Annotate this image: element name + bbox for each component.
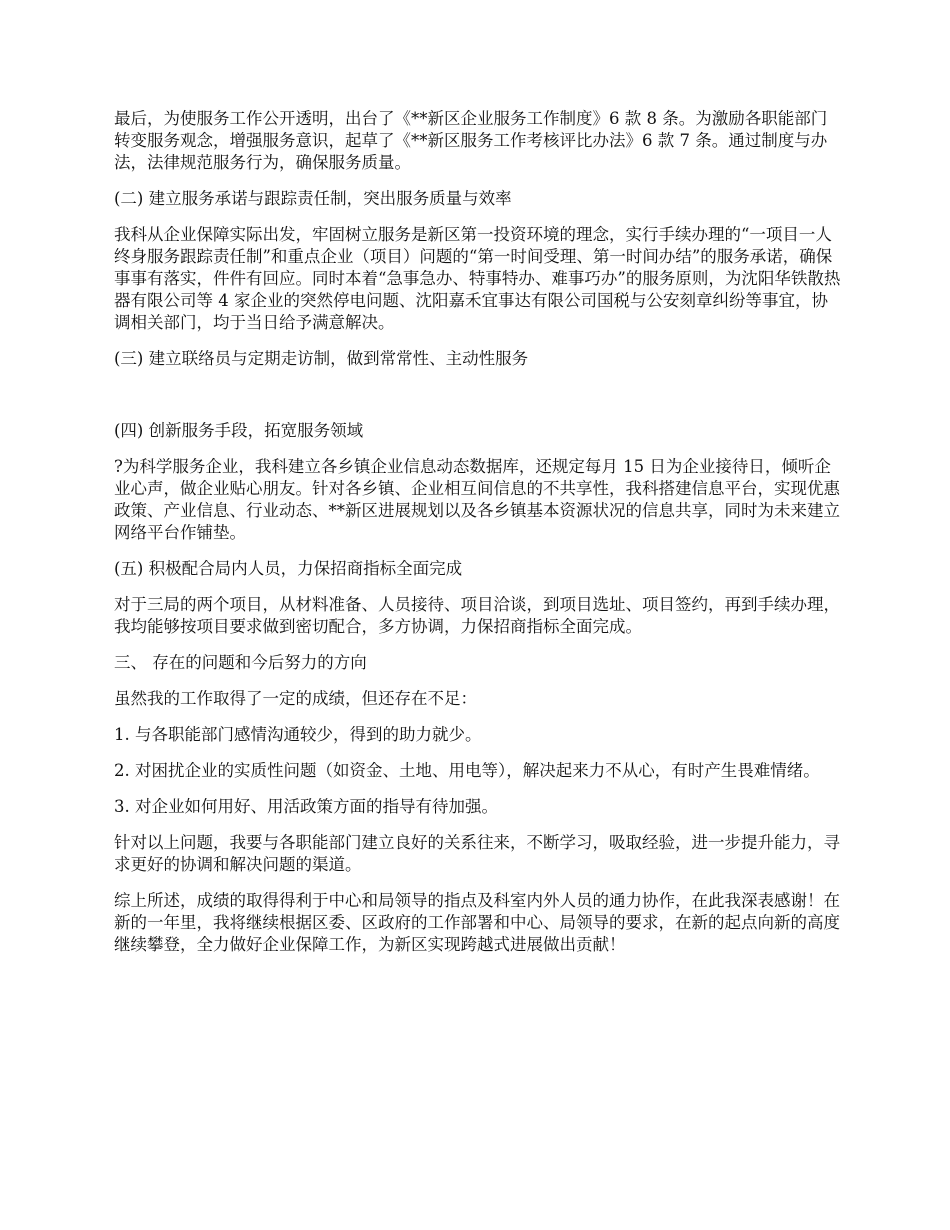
document-page bbox=[114, 108, 842, 970]
paragraph-regulations: 最后，为使服务工作公开透明，出台了《**新区企业服务工作制度》6 款 8 条。为激励各职能部门转变服务观念，增强服务意识，起草了《**新区服务工作考核评比办法》6 款 7 条。通过制度与办法，法律规范服务行为，确保服务质量。 bbox=[114, 109, 828, 172]
list-item-3: 3. 对企业如何用好、用活政策方面的指导有待加强。 bbox=[114, 797, 498, 816]
paragraph-shortcomings-intro: 虽然我的工作取得了一定的成绩，但还存在不足： bbox=[114, 689, 477, 708]
section-heading-3: (三) 建立联络员与定期走访制，做到常常性、主动性服务 bbox=[114, 349, 529, 368]
paragraph-conclusion: 综上所述，成绩的取得得利于中心和局领导的指点及科室内外人员的通力协作，在此我深表感谢！在新的一年里，我将继续根据区委、区政府的工作部署和中心、局领导的要求，在新的起点向新的高度继续攀登，全力做好企业保障工作，为新区实现跨越式进展做出贡献！ bbox=[114, 891, 840, 954]
section-heading-problems: 三、 存在的问题和今后努力的方向 bbox=[114, 653, 367, 672]
paragraph-improvement: 针对以上问题，我要与各职能部门建立良好的关系往来，不断学习，吸取经验，进一步提升能力，寻求更好的协调和解决问题的渠道。 bbox=[114, 833, 840, 874]
paragraph-info-platform: ?为科学服务企业，我科建立各乡镇企业信息动态数据库，还规定每月 15 日为企业接待日，倾听企业心声，做企业贴心朋友。针对各乡镇、企业相互间信息的不共享性，我科搭建信息平台，实现优惠政策、产业信息、行业动态、**新区进展规划以及各乡镇基本资源状况的信息共享，同时为未来建立网络平台作铺垫。 bbox=[114, 457, 840, 542]
list-item-2: 2. 对困扰企业的实质性问题（如资金、土地、用电等），解决起来力不从心，有时产生畏难情绪。 bbox=[114, 761, 820, 780]
blank-spacer bbox=[114, 384, 842, 420]
section-heading-4: (四) 创新服务手段，拓宽服务领域 bbox=[114, 421, 364, 440]
section-heading-5: (五) 积极配合局内人员，力保招商指标全面完成 bbox=[114, 559, 463, 578]
paragraph-investment-projects: 对于三局的两个项目，从材料准备、人员接待、项目洽谈，到项目选址、项目签约，再到手续办理，我均能够按项目要求做到密切配合，多方协调，力保招商指标全面完成。 bbox=[114, 595, 840, 636]
section-heading-2: (二) 建立服务承诺与跟踪责任制，突出服务质量与效率 bbox=[114, 189, 512, 208]
list-item-1: 1. 与各职能部门感情沟通较少，得到的助力就少。 bbox=[114, 725, 482, 744]
paragraph-service-commitment: 我科从企业保障实际出发，牢固树立服务是新区第一投资环境的理念，实行手续办理的“一项目一人终身服务跟踪责任制”和重点企业（项目）问题的“第一时间受理、第一时间办结”的服务承诺，确保事事有落实，件件有回应。同时本着“急事急办、特事特办、难事巧办”的服务原则，为沈阳华铁散热器有限公司等 4 家企业的突然停电问题、沈阳嘉禾宜事达有限公司国税与公安刻章纠纷等事宜，协调相关部门，均于当日给予满意解决。 bbox=[114, 225, 841, 332]
